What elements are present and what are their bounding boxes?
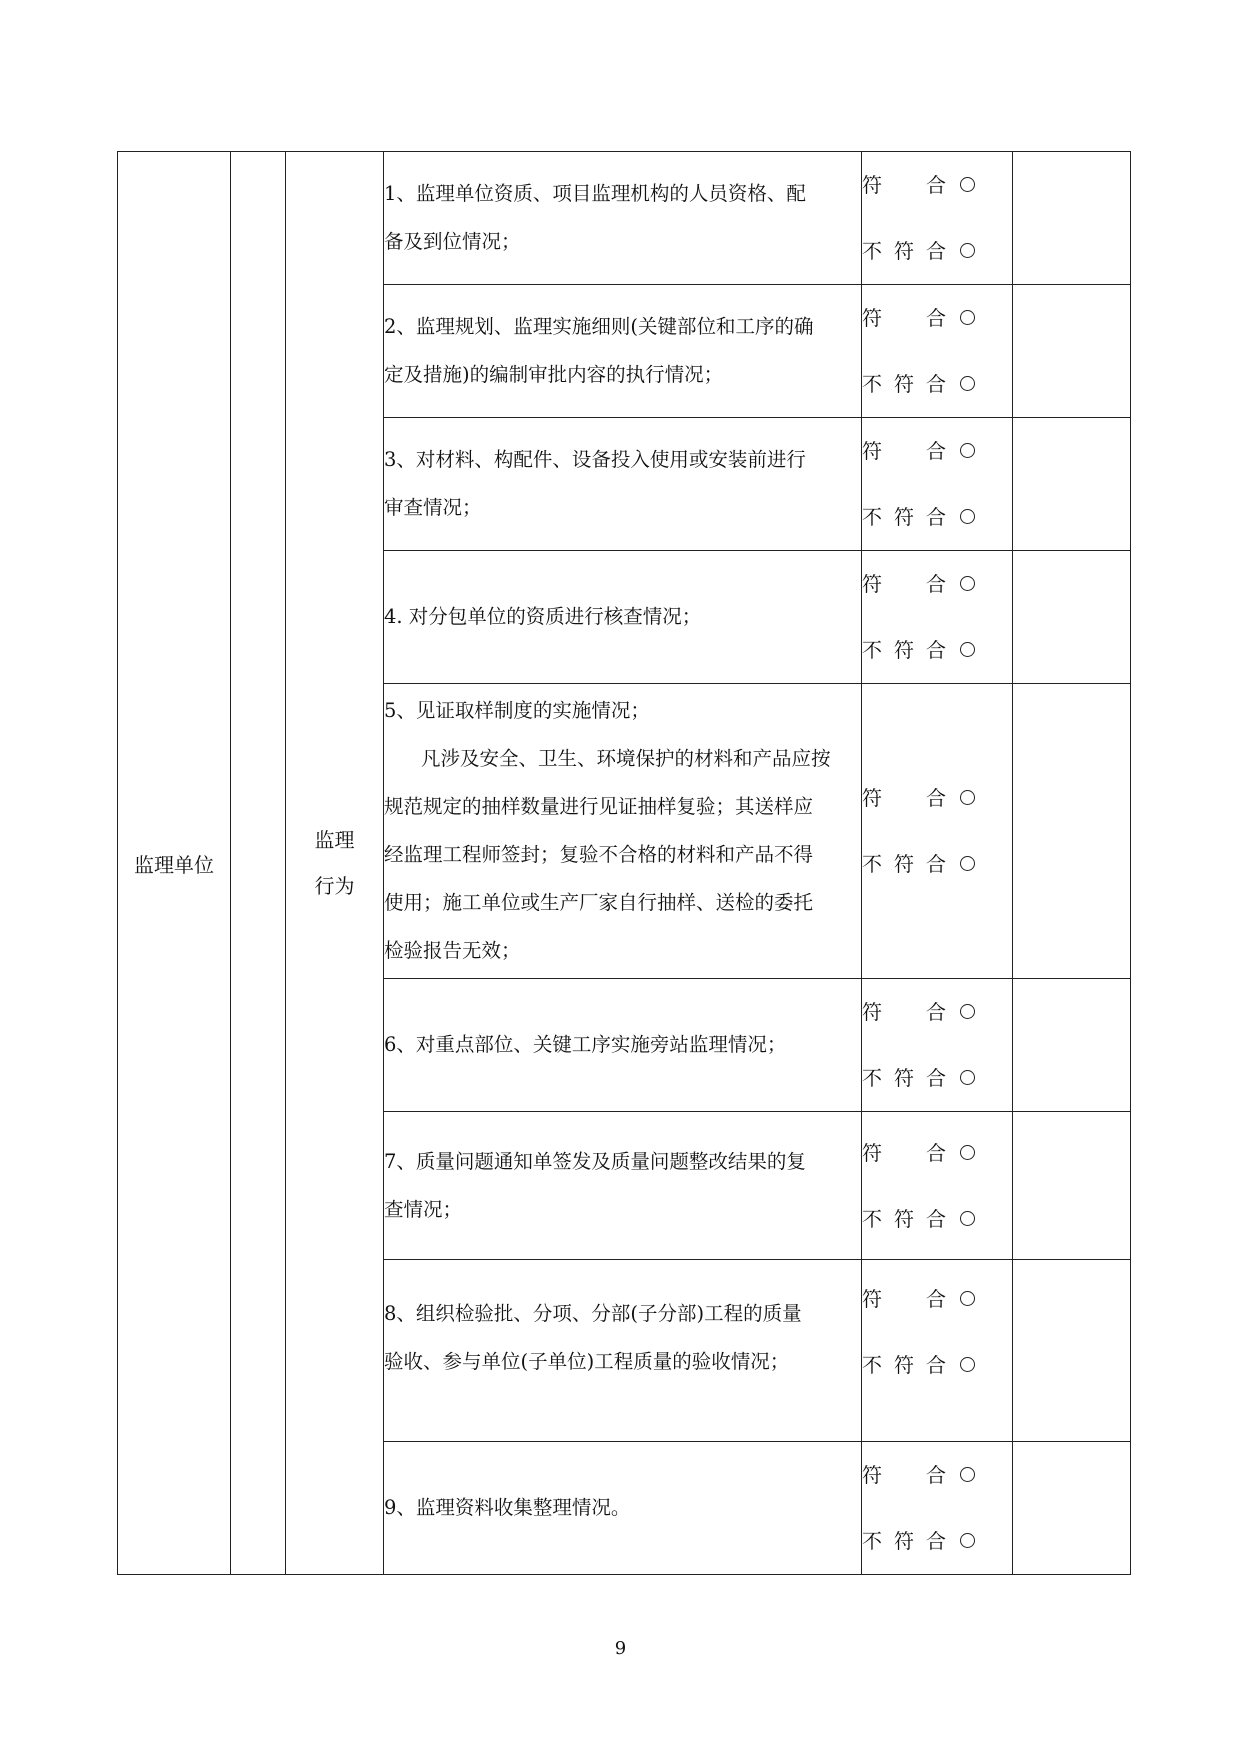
conform-option[interactable]: 符 合 (862, 418, 1012, 484)
nonconform-option[interactable]: 不 符 合 (862, 617, 1012, 683)
radio-circle-icon[interactable] (960, 856, 975, 871)
check-item-2: 2、监理规划、监理实施细则(关键部位和工序的确 定及措施)的编制审批内容的执行情况； (384, 285, 862, 418)
result-cell-1 (862, 152, 1013, 285)
remark-cell-4[interactable] (1013, 551, 1131, 684)
remark-cell-8[interactable] (1013, 1260, 1131, 1442)
radio-circle-icon[interactable] (960, 310, 975, 325)
radio-circle-icon[interactable] (960, 1357, 975, 1372)
radio-circle-icon[interactable] (960, 1145, 975, 1160)
category-label-line2: 行为 (314, 874, 355, 898)
unit-cell (118, 152, 231, 1575)
conform-option[interactable]: 符 合 (862, 1442, 1012, 1508)
check-item-9: 9、监理资料收集整理情况。 (384, 1442, 862, 1575)
nonconform-option[interactable]: 不 符 合 (862, 1186, 1012, 1252)
inspection-table (117, 151, 1131, 1575)
remark-cell-9[interactable] (1013, 1442, 1131, 1575)
radio-circle-icon[interactable] (960, 576, 975, 591)
radio-circle-icon[interactable] (960, 509, 975, 524)
conform-option[interactable]: 符 合 (862, 285, 1012, 351)
result-cell-4 (862, 551, 1013, 684)
unit-label: 监理单位 (134, 852, 214, 877)
check-item-6: 6、对重点部位、关键工序实施旁站监理情况； (384, 979, 862, 1112)
nonconform-option[interactable]: 不 符 合 (862, 218, 1012, 284)
check-item-5: 5、见证取样制度的实施情况； 凡涉及安全、卫生、环境保护的材料和产品应按 规范规定的抽样数量进行见证抽样复验；其送样应 经监理工程师签封；复验不合格的材料和产品不得 使用；施工单位或生产厂家自行抽样、送检的委托 检验报告无效； (384, 684, 862, 979)
nonconform-option[interactable]: 不 符 合 (862, 351, 1012, 417)
remark-cell-1[interactable] (1013, 152, 1131, 285)
conform-option[interactable]: 符 合 (862, 765, 1012, 831)
remark-cell-2[interactable] (1013, 285, 1131, 418)
conform-option[interactable]: 符 合 (862, 1120, 1012, 1186)
conform-option[interactable]: 符 合 (862, 1266, 1012, 1332)
radio-circle-icon[interactable] (960, 1467, 975, 1482)
category-cell (286, 152, 384, 1575)
result-cell-3 (862, 418, 1013, 551)
radio-circle-icon[interactable] (960, 1291, 975, 1306)
remark-cell-5[interactable] (1013, 684, 1131, 979)
result-cell-9 (862, 1442, 1013, 1575)
conform-option[interactable]: 符 合 (862, 152, 1012, 218)
radio-circle-icon[interactable] (960, 1211, 975, 1226)
radio-circle-icon[interactable] (960, 243, 975, 258)
result-cell-5 (862, 684, 1013, 979)
radio-circle-icon[interactable] (960, 443, 975, 458)
remark-cell-7[interactable] (1013, 1112, 1131, 1260)
check-item-8: 8、组织检验批、分项、分部(子分部)工程的质量 验收、参与单位(子单位)工程质量的验收情况； (384, 1260, 862, 1442)
result-cell-8 (862, 1260, 1013, 1442)
check-item-7: 7、质量问题通知单签发及质量问题整改结果的复 查情况； (384, 1112, 862, 1260)
page-number: 9 (614, 1638, 627, 1659)
radio-circle-icon[interactable] (960, 1004, 975, 1019)
nonconform-option[interactable]: 不 符 合 (862, 1045, 1012, 1111)
nonconform-option[interactable]: 不 符 合 (862, 484, 1012, 550)
result-cell-2 (862, 285, 1013, 418)
blank-column-cell (231, 152, 286, 1575)
conform-option[interactable]: 符 合 (862, 551, 1012, 617)
radio-circle-icon[interactable] (960, 790, 975, 805)
remark-cell-6[interactable] (1013, 979, 1131, 1112)
category-label-line1: 监理 (314, 828, 355, 852)
check-item-4: 4. 对分包单位的资质进行核查情况； (384, 551, 862, 684)
result-cell-7 (862, 1112, 1013, 1260)
radio-circle-icon[interactable] (960, 1533, 975, 1548)
conform-option[interactable]: 符 合 (862, 979, 1012, 1045)
check-item-1: 1、监理单位资质、项目监理机构的人员资格、配 备及到位情况； (384, 152, 862, 285)
nonconform-option[interactable]: 不 符 合 (862, 1508, 1012, 1574)
radio-circle-icon[interactable] (960, 1070, 975, 1085)
nonconform-option[interactable]: 不 符 合 (862, 831, 1012, 897)
result-cell-6 (862, 979, 1013, 1112)
radio-circle-icon[interactable] (960, 642, 975, 657)
remark-cell-3[interactable] (1013, 418, 1131, 551)
check-item-3: 3、对材料、构配件、设备投入使用或安装前进行 审查情况； (384, 418, 862, 551)
radio-circle-icon[interactable] (960, 177, 975, 192)
nonconform-option[interactable]: 不 符 合 (862, 1332, 1012, 1398)
table-row (118, 152, 1131, 285)
radio-circle-icon[interactable] (960, 376, 975, 391)
